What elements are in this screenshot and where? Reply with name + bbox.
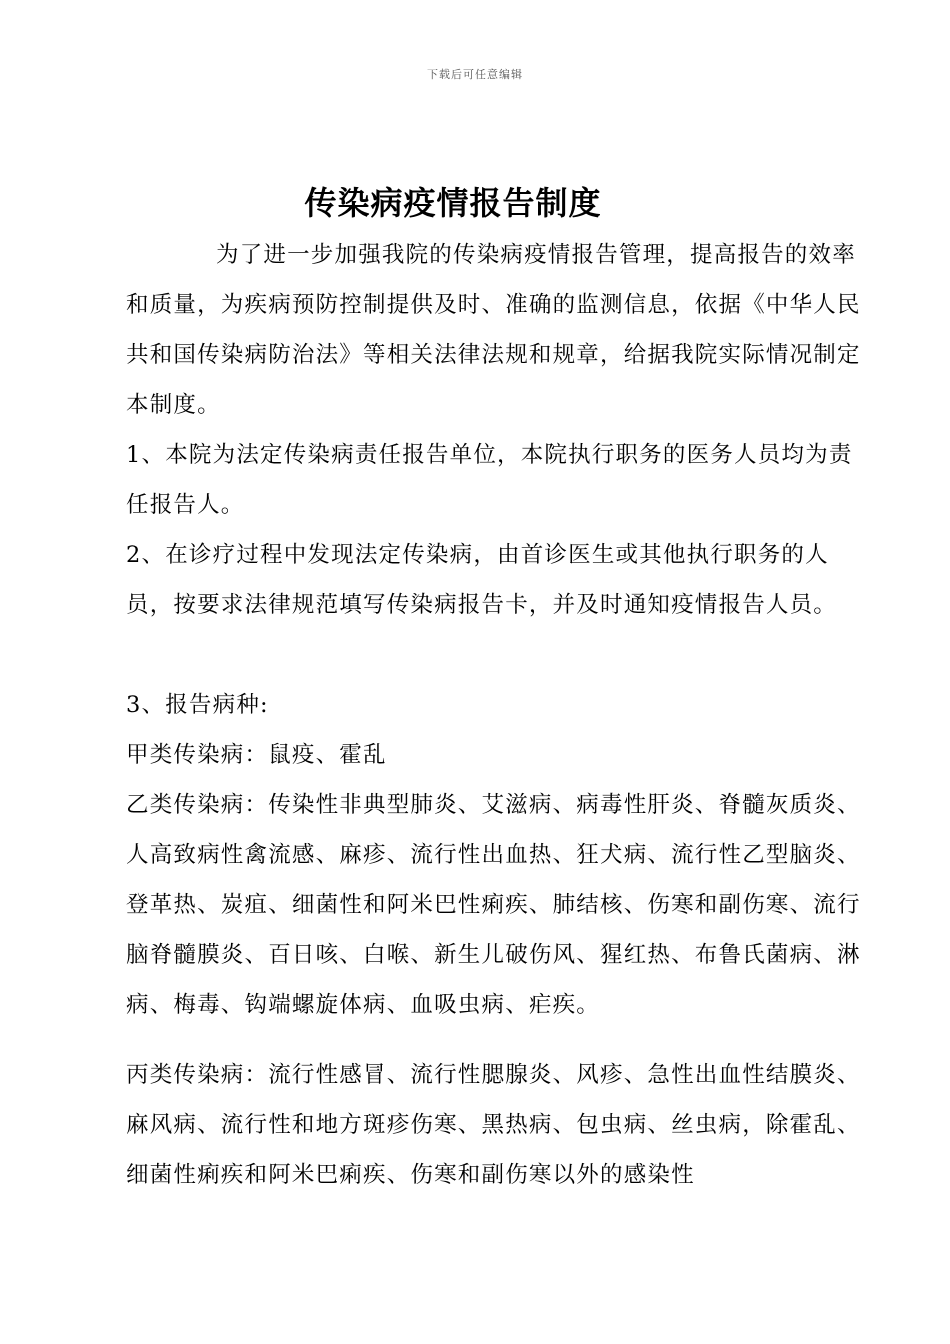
disease-list-section [126,680,866,1200]
item-3-heading: 3、报告病种: [126,692,269,718]
header-note: 下载后可任意编辑 [427,68,523,81]
intro-section [126,230,866,430]
class-b-paragraph: 乙类传染病：传染性非典型肺炎、艾滋病、病毒性肝炎、脊髓灰质炎、人高致病性禽流感、麻疹、流行性出血热、狂犬病、流行性乙型脑炎、登革热、炭疽、细菌性和阿米巴性痢疾、肺结核、伤寒和副伤寒、流行脑脊髓膜炎、百日咳、白喉、新生儿破伤风、猩红热、布鲁氏菌病、淋病、梅毒、钩端螺旋体病、血吸虫病、疟疾。 [126,792,861,1018]
item-2-section [126,530,866,630]
class-c-paragraph: 丙类传染病：流行性感冒、流行性腮腺炎、风疹、急性出血性结膜炎、麻风病、流行性和地方斑疹伤寒、黑热病、包虫病、丝虫病，除霍乱、细菌性痢疾和阿米巴痢疾、伤寒和副伤寒以外的感染性 [126,1062,861,1188]
paragraph-gap [126,1030,866,1050]
item-1-section [126,430,866,530]
item-1-paragraph: 1、本院为法定传染病责任报告单位，本院执行职务的医务人员均为责任报告人。 [126,442,853,518]
class-a-paragraph: 甲类传染病：鼠疫、霍乱 [126,742,387,768]
document-title: 传染病疫情报告制度 [304,184,602,223]
item-2-paragraph: 2、在诊疗过程中发现法定传染病，由首诊医生或其他执行职务的人员，按要求法律规范填写传染病报告卡，并及时通知疫情报告人员。 [126,542,838,618]
intro-paragraph: 为了进一步加强我院的传染病疫情报告管理，提高报告的效率和质量，为疾病预防控制提供及时、准确的监测信息，依据《中华人民共和国传染病防治法》等相关法律法规和规章，给据我院实际情况制定本制度。 [126,242,861,418]
